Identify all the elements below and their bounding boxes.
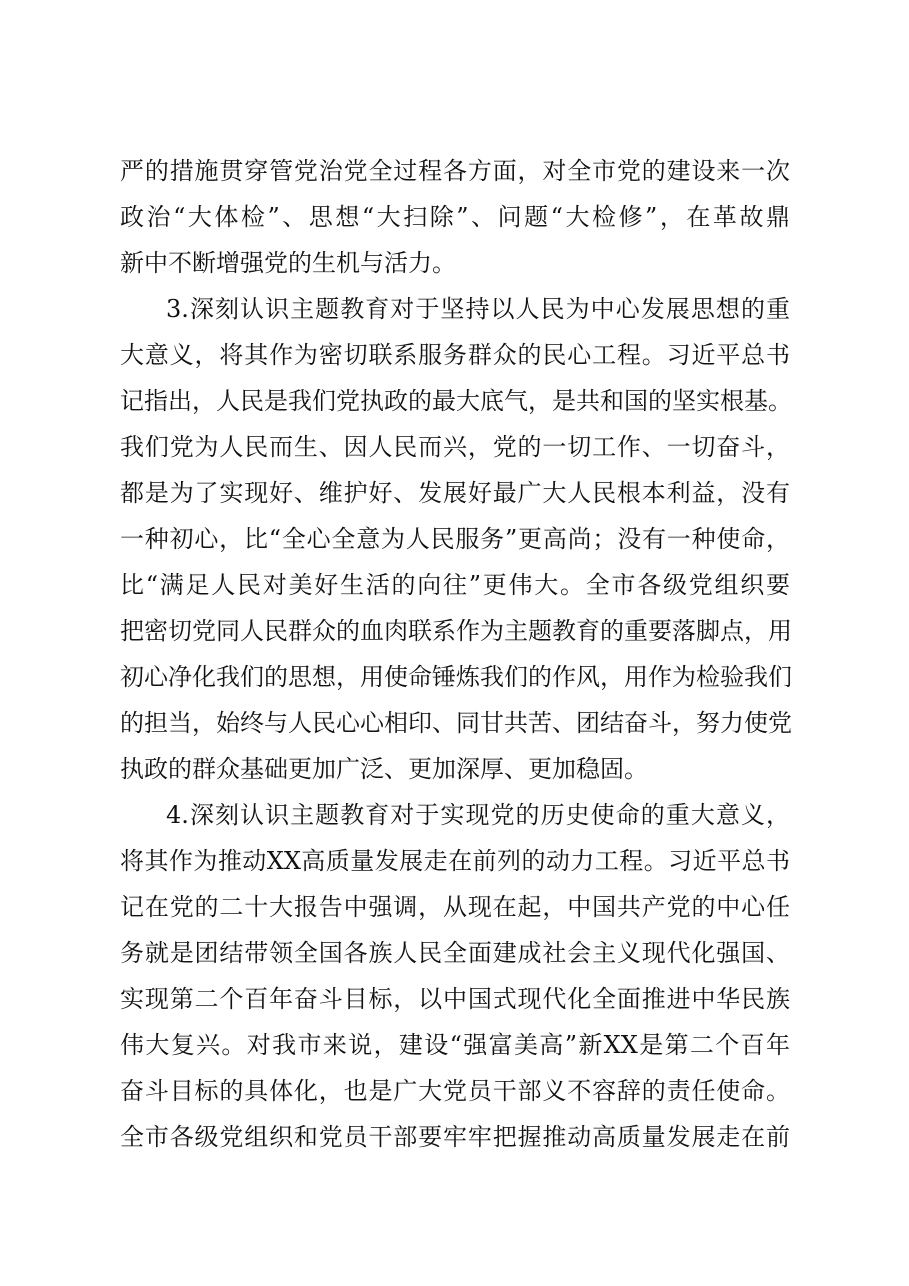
text-line: 实现第二个百年奋斗目标，以中国式现代化全面推进中华民族 — [120, 985, 790, 1013]
text-line: 记指出，人民是我们党执政的最大底气，是共和国的坚实根基。 — [120, 387, 792, 415]
text-line: 新中不断增强党的生机与活力。 — [120, 249, 456, 277]
text-line: 伟大复兴。对我市来说，建设“强富美高”新XX是第二个百年 — [120, 1031, 790, 1059]
text-line: 严的措施贯穿管党治党全过程各方面，对全市党的建设来一次 — [120, 157, 790, 185]
text-line: 比“满足人民对美好生活的向往”更伟大。全市各级党组织要 — [120, 571, 790, 599]
text-line: 初心净化我们的思想，用使命锤炼我们的作风，用作为检验我们 — [120, 663, 792, 691]
text-line: 的担当，始终与人民心心相印、同甘共苦、团结奋斗，努力使党 — [120, 709, 792, 737]
text-line: 将其作为推动XX高质量发展走在前列的动力工程。习近平总书 — [120, 847, 790, 875]
text-line: 奋斗目标的具体化，也是广大党员干部义不容辞的责任使命。 — [120, 1077, 790, 1105]
text-line: 大意义，将其作为密切联系服务群众的民心工程。习近平总书 — [120, 341, 790, 369]
text-line: 政治“大体检”、思想“大扫除”、问题“大检修”，在革故鼎 — [120, 203, 790, 231]
text-line: 记在党的二十大报告中强调，从现在起，中国共产党的中心任 — [120, 893, 790, 921]
text-line: 执政的群众基础更加广泛、更加深厚、更加稳固。 — [120, 755, 648, 783]
text-line: 把密切党同人民群众的血肉联系作为主题教育的重要落脚点，用 — [120, 617, 792, 645]
text-line: 一种初心，比“全心全意为人民服务”更高尚；没有一种使命， — [120, 525, 790, 553]
text-line: 务就是团结带领全国各族人民全面建成社会主义现代化强国、 — [120, 939, 790, 967]
text-line: 我们党为人民而生、因人民而兴，党的一切工作、一切奋斗， — [120, 433, 790, 461]
paragraph-heading-3: 3.深刻认识主题教育对于坚持以人民为中心发展思想的重 — [166, 295, 790, 323]
text-line: 都是为了实现好、维护好、发展好最广大人民根本利益，没有 — [120, 479, 790, 507]
text-line: 全市各级党组织和党员干部要牢牢把握推动高质量发展走在前 — [120, 1123, 790, 1151]
paragraph-heading-4: 4.深刻认识主题教育对于实现党的历史使命的重大意义， — [166, 801, 790, 829]
